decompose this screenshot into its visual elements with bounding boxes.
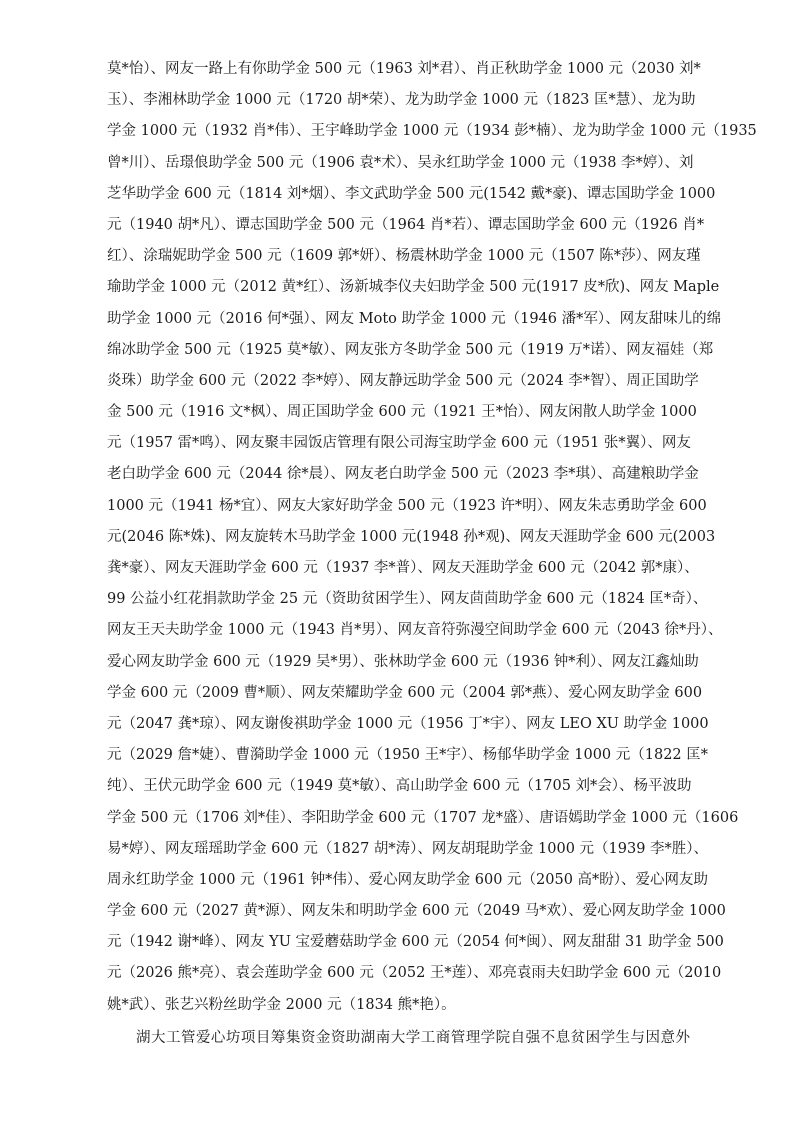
donation-list-line: 金 500 元（1916 文*枫）、周正国助学金 600 元（1921 王*怡）、网友闲散人助学金 1000: [107, 404, 697, 421]
project-description-paragraph: [107, 1023, 690, 1054]
donation-list-line: 姚*武）、张艺兴粉丝助学金 2000 元（1834 熊*艳）。: [107, 996, 456, 1013]
donation-list-line: 周永红助学金 1000 元（1961 钟*伟）、爱心网友助学金 600 元（2050 高*盼）、爱心网友助: [107, 871, 709, 888]
donation-list-line: 龚*豪）、网友天涯助学金 600 元（1937 李*普）、网友天涯助学金 600 元（2042 郭*康）、: [107, 560, 699, 576]
project-description-line: 湖大工管爱心坊项目筹集资金资助湖南大学工商管理学院自强不息贫困学生与因意外: [136, 1029, 690, 1046]
donation-list-line: 元（1957 雷*鸣）、网友聚丰园饭店管理有限公司海宝助学金 600 元（1951 张*翼）、网友: [107, 435, 691, 452]
document-body: [107, 54, 757, 1054]
donation-list-line: 纯）、王伏元助学金 600 元（1949 莫*敏）、高山助学金 600 元（1705 刘*会）、杨平波助: [107, 778, 692, 795]
donation-list-line: 元（2026 熊*亮）、袁会莲助学金 600 元（2052 王*莲）、邓亮袁雨夫妇助学金 600 元（2010: [107, 965, 722, 982]
donation-list-line: 瑜助学金 1000 元（2012 黄*红）、汤新城李仪夫妇助学金 500 元(1917 皮*欣)、网友 Maple: [107, 279, 720, 296]
donation-list-line: 元（2029 詹*婕）、曹漪助学金 1000 元（1950 王*宇）、杨郁华助学金 1000 元（1822 匡*: [107, 747, 709, 764]
donation-list-line: 易*婷）、网友瑶瑶助学金 600 元（1827 胡*涛）、网友胡琨助学金 1000 元（1939 李*胜）、: [107, 840, 709, 857]
donation-list-line: 元（1940 胡*凡）、谭志国助学金 500 元（1964 肖*若）、谭志国助学金 600 元（1926 肖*: [107, 216, 705, 233]
donation-list-line: 助学金 1000 元（2016 何*强）、网友 Moto 助学金 1000 元（1946 潘*军）、网友甜味儿的绵: [107, 310, 722, 327]
donation-list-line: 老白助学金 600 元（2044 徐*晨）、网友老白助学金 500 元（2023 李*琪）、高建粮助学金: [107, 466, 699, 483]
donation-list-line: 绵冰助学金 500 元（1925 莫*敏）、网友张方冬助学金 500 元（1919 万*诺）、网友福娃（郑: [107, 341, 714, 358]
donation-list-line: 曾*川）、岳璟俍助学金 500 元（1906 袁*术）、吴永红助学金 1000 元（1938 李*婷）、刘: [107, 154, 694, 171]
donation-list-line: 元（1942 谢*峰）、网友 YU 宝爱蘑菇助学金 600 元（2054 何*闽）、网友甜甜 31 助学金 500: [107, 934, 724, 951]
donation-list-line: 学金 600 元（2027 黄*源）、网友朱和明助学金 600 元（2049 马*欢）、爱心网友助学金 1000: [107, 903, 726, 920]
donation-list-line: 莫*怡）、网友一路上有你助学金 500 元（1963 刘*君）、肖正秋助学金 1000 元（2030 刘*: [107, 61, 701, 77]
donation-list-line: 1000 元（1941 杨*宜）、网友大家好助学金 500 元（1923 许*明）、网友朱志勇助学金 600: [107, 497, 707, 514]
donation-list-line: 99 公益小红花捐款助学金 25 元（资助贫困学生）、网友茴茴助学金 600 元（1824 匡*奇）、: [107, 591, 708, 608]
donation-list-line: 芝华助学金 600 元（1814 刘*烟）、李文武助学金 500 元(1542 戴*豪)、谭志国助学金 1000: [107, 185, 716, 202]
donation-list-line: 玉）、李湘林助学金 1000 元（1720 胡*荣）、龙为助学金 1000 元（1823 匡*慧）、龙为助: [107, 92, 696, 109]
donation-list-line: 学金 1000 元（1932 肖*伟）、王宇峰助学金 1000 元（1934 彭*楠）、龙为助学金 1000 元（1935: [107, 123, 757, 140]
donation-list-line: 爱心网友助学金 600 元（1929 吴*男）、张林助学金 600 元（1936 钟*利）、网友江鑫灿助: [107, 653, 699, 670]
donation-list-line: 元（2047 龚*琼）、网友谢俊祺助学金 1000 元（1956 丁*宇）、网友 LEO XU 助学金 1000: [107, 715, 709, 732]
donation-list-line: 学金 500 元（1706 刘*佳）、李阳助学金 600 元（1707 龙*盛）、唐语嫣助学金 1000 元（1606: [107, 809, 739, 826]
donation-list-line: 网友王天夫助学金 1000 元（1943 肖*男）、网友音符弥漫空间助学金 600 元（2043 徐*丹）、: [107, 622, 723, 639]
donation-list-line: 炎珠）助学金 600 元（2022 李*婷）、网友静远助学金 500 元（2024 李*智）、周正国助学: [107, 372, 699, 389]
donation-list-line: 元(2046 陈*姝)、网友旋转木马助学金 1000 元(1948 孙*观)、网友天涯助学金 600 元(2003: [107, 528, 716, 545]
donation-list-line: 红）、涂瑞妮助学金 500 元（1609 郭*妍）、杨震林助学金 1000 元（1507 陈*莎）、网友瑾: [107, 248, 701, 265]
donation-list-line: 学金 600 元（2009 曹*顺）、网友荣耀助学金 600 元（2004 郭*燕）、爱心网友助学金 600: [107, 684, 703, 701]
donation-list-paragraph: [107, 54, 757, 1021]
